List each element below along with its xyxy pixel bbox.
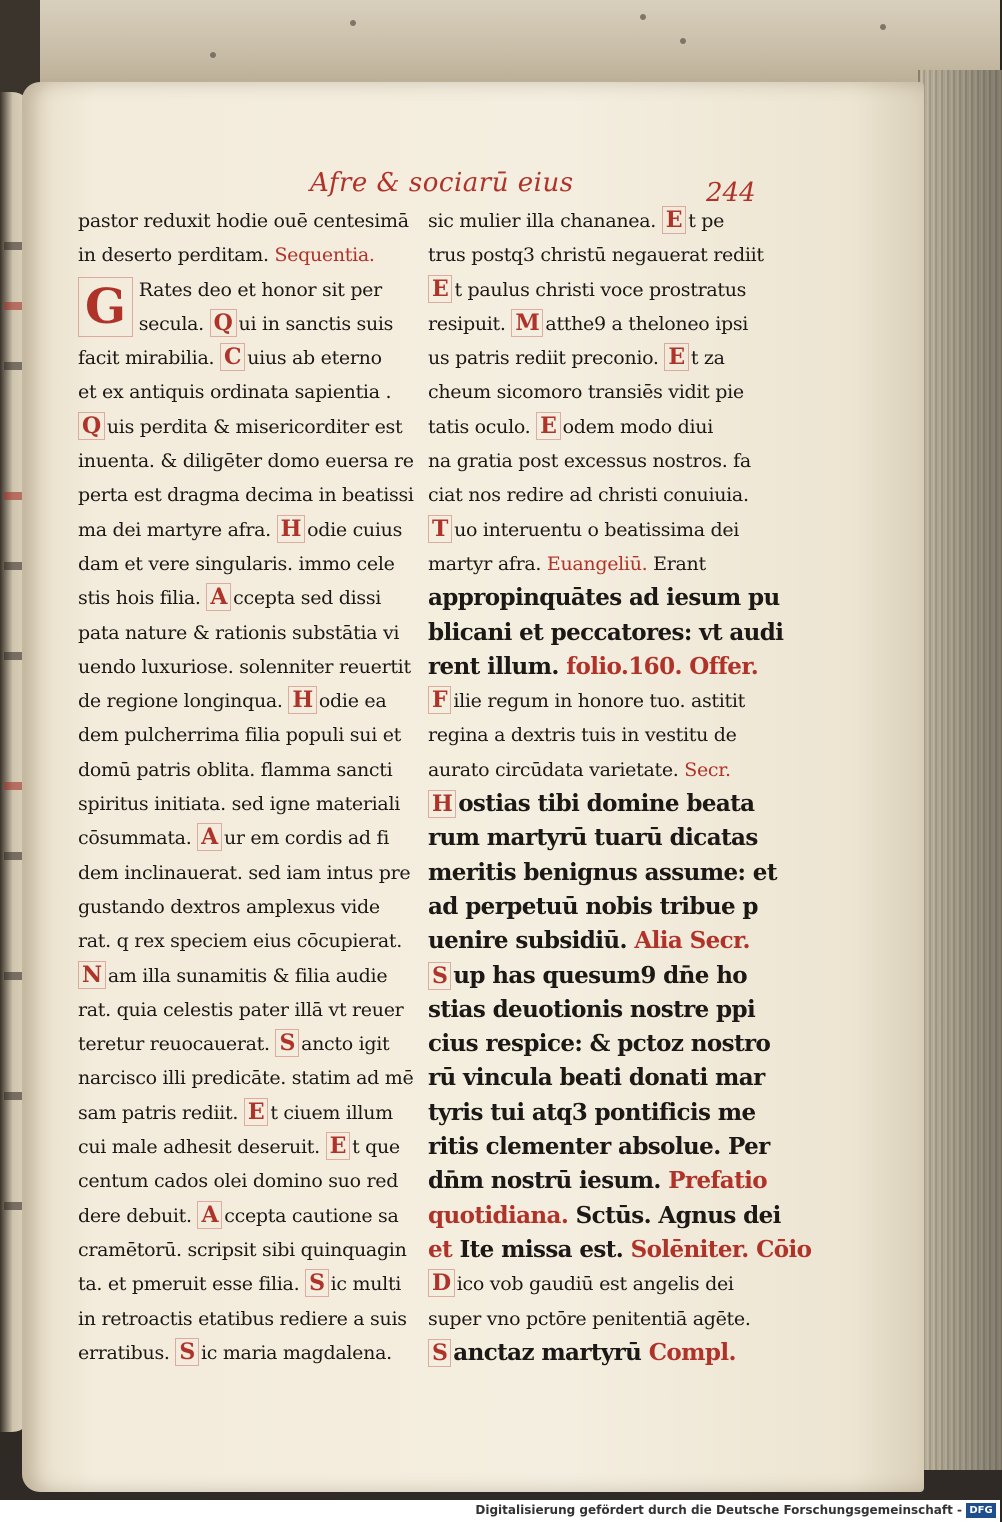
body-text: Rates deo et honor sit per [138,278,382,301]
text-line [78,478,418,512]
body-text: t que [352,1136,400,1159]
dfg-logo: DFG [966,1503,996,1518]
rubric-text: Alia Secr. [634,927,750,955]
text-line [428,307,768,341]
body-text: rent illum. [428,652,567,680]
text-line [78,856,418,890]
rubricated-initial: A [197,823,222,851]
text-line [428,581,780,615]
text-line [428,478,768,512]
body-text: rū vincula beati donati mar [428,1064,765,1092]
text-line [428,787,768,821]
text-line [428,444,768,478]
text-line [428,1302,768,1336]
body-text: Sctūs. Agnus dei [568,1201,781,1229]
body-text: perta est dragma decima in beatissi [78,484,414,507]
rubric-text: Solēniter. Cōio [630,1235,812,1263]
rubricated-initial: N [78,961,106,989]
text-line [78,204,418,238]
text-line [78,547,418,581]
rubric-text: et [428,1235,453,1263]
rubric-text: Euangeliū. [546,552,648,575]
text-line [428,1199,781,1233]
text-line [78,444,418,478]
body-text: martyr afra. [428,552,547,575]
text-line [428,718,768,752]
body-text: et ex antiquis ordinata sapientia . [78,381,392,404]
stain [680,38,686,44]
text-line [78,1096,418,1130]
body-text: am illa sunamitis & filia audie [107,964,388,987]
rubricated-initial: A [206,583,231,611]
body-text: cui male adhesit deseruit. [78,1136,326,1159]
text-line [78,513,418,547]
body-text: meritis benignus assume: et [428,858,777,886]
text-line [428,204,768,238]
text-line [428,1164,768,1198]
text-line [428,1027,771,1061]
body-text: uo interuentu o beatissima dei [454,518,740,541]
body-text: tyris tui atq3 pontificis me [428,1098,756,1126]
body-text: us patris rediit preconio. [428,347,665,370]
body-text: tatis oculo. [428,415,537,438]
text-line [428,1336,768,1370]
rubricated-initial: S [305,1269,329,1297]
text-line [428,513,768,547]
book-top-edge [40,0,1000,94]
stain [350,20,356,26]
body-text: odie cuius [307,518,403,541]
rubricated-initial: G [78,277,133,337]
body-text: secula. [138,312,210,335]
body-text: dere debuit. [78,1204,198,1227]
body-text: ccepta sed dissi [233,587,382,610]
text-line [78,959,418,993]
body-text: facit mirabilia. [78,347,220,370]
rubricated-initial: Q [78,412,105,440]
rubricated-initial: S [428,1339,451,1367]
rubricated-initial: H [428,790,456,818]
body-text: t pe [688,210,725,232]
stain [640,14,646,20]
body-text: sic mulier illa chananea. [428,210,662,232]
rubricated-initial: Q [210,309,237,337]
body-text: pata nature & rationis substātia vi [78,621,400,644]
rubricated-initial: A [197,1201,222,1229]
body-text: up has quesum9 dn̄e ho [453,961,748,989]
body-text: rat. quia celestis pater illā vt reuer [78,998,404,1021]
body-text: ico vob gaudiū est angelis dei [456,1273,734,1296]
body-text: uis perdita & misericorditer est [106,415,403,438]
body-text: ta. et pmeruit esse filia. [78,1273,306,1296]
body-text: t paulus christi voce prostratus [454,278,747,301]
body-text: na gratia post excessus nostros. fa [428,450,751,473]
body-text: odem modo diui [562,415,713,438]
text-line [78,1233,418,1267]
body-text: ur em cordis ad fi [223,827,390,850]
body-text: ilie regum in honore tuo. astitit [453,690,745,713]
text-line [428,547,768,581]
body-text: ma dei martyre afra. [78,518,277,541]
text-line [428,753,768,787]
text-line [78,1061,418,1095]
body-text: cius respice: & pctoz nostro [428,1030,771,1058]
text-line [78,650,418,684]
text-line [428,924,768,958]
text-line [78,1336,418,1370]
body-text: ccepta cautione sa [224,1204,399,1227]
rubricated-initial: E [326,1132,350,1160]
rubricated-initial: S [428,962,451,990]
body-text: ritis clementer absolue. Per [428,1133,770,1161]
body-text: in deserto perditam. [78,244,275,267]
body-text: ostias tibi domine beata [458,790,755,818]
body-text: uenire subsidiū. [428,927,635,955]
body-text: Erant [647,552,706,575]
text-line [78,238,418,272]
rubricated-initial: H [277,515,306,543]
rubric-text: Compl. [648,1338,736,1366]
text-line [428,959,768,993]
body-text: cōsummata. [78,827,198,850]
rubric-text: folio.160. Offer. [566,652,759,680]
rubric-text: Prefatio [668,1167,767,1195]
text-column-left [78,204,418,1370]
body-text: gustando dextros amplexus vide [78,895,380,918]
text-line [428,1096,768,1130]
body-text: ic maria magdalena. [200,1341,392,1364]
text-line [428,1233,812,1267]
text-line [78,1267,418,1301]
body-text: resipuit. [428,312,512,335]
rubricated-initial: E [664,343,688,371]
text-line [78,718,418,752]
rubricated-initial: F [428,686,451,714]
body-text: stis hois filia. [78,587,207,610]
text-line [428,890,768,924]
body-text: uendo luxuriose. solenniter reuertit [78,655,411,678]
body-text: t za [690,347,725,370]
body-text: domū patris oblita. flamma sancti [78,758,393,781]
footer-bar [0,1500,1000,1522]
funding-notice: Digitalisierung gefördert durch die Deutsche Forschungsgemeinschaft - [475,1503,962,1517]
body-text: pastor reduxit hodie ouē centesimā [78,210,409,232]
text-line [428,375,768,409]
text-line [78,753,418,787]
text-line [428,684,768,718]
body-text: stias deuotionis nostre ppi [428,995,756,1023]
text-line [428,1130,768,1164]
body-text: centum cados olei domino suo red [78,1170,399,1193]
rubric-text: quotidiana. [428,1201,569,1229]
body-text: t ciuem illum [270,1101,393,1124]
text-line [78,616,418,650]
rubricated-initial: H [288,686,317,714]
body-text: erratibus. [78,1341,176,1364]
text-line [78,1164,418,1198]
text-line [78,1130,418,1164]
body-text: regina a dextris tuis in vestitu de [428,724,737,747]
body-text: uius ab eterno [247,347,382,370]
text-line [78,993,418,1027]
body-text: blicani et peccatores: vt audi [428,618,784,646]
body-text: appropinquātes ad iesum pu [428,584,780,612]
body-text: anctaz martyrū [453,1338,649,1366]
text-line [78,890,418,924]
rubricated-initial: E [428,275,452,303]
text-line [78,821,418,855]
text-line [428,410,768,444]
text-line [428,650,768,684]
body-text: aurato circūdata varietate. [428,758,685,781]
text-line [428,856,777,890]
body-text: super vno pctōre penitentiā agēte. [428,1307,751,1330]
text-line [428,821,768,855]
body-text: ciat nos redire ad christi conuiuia. [428,484,749,507]
rubricated-initial: M [511,309,543,337]
text-column-right [428,204,812,1370]
rubricated-initial: E [536,412,560,440]
body-text: atthe9 a theloneo ipsi [545,312,749,335]
stain [880,24,886,30]
body-text: inuenta. & diligēter domo euersa re [78,450,414,473]
text-line [78,684,418,718]
body-text: rat. q rex speciem eius cōcupierat. [78,930,402,953]
text-line [78,410,418,444]
text-line [78,1027,418,1061]
body-text: odie ea [318,690,387,713]
rubric-text: Sequentia. [274,244,375,267]
body-text: cheum sicomoro transiēs vidit pie [428,381,744,404]
rubricated-initial: C [220,343,245,371]
body-text: in retroactis etatibus rediere a suis [78,1307,407,1330]
rubric-text: Secr. [684,758,731,781]
body-text: trus postq3 christū negauerat rediit [428,244,764,267]
body-text: rum martyrū tuarū dicatas [428,824,758,852]
text-line [78,1199,418,1233]
rubricated-initial: E [244,1098,268,1126]
text-line [428,993,768,1027]
text-line [78,924,418,958]
text-line [78,787,418,821]
rubricated-initial: D [428,1269,455,1297]
text-line [428,616,784,650]
body-text: ic multi [330,1273,402,1296]
body-text: dam et vere singularis. immo cele [78,552,395,575]
text-line [428,238,768,272]
text-line [78,581,418,615]
text-line [78,1302,418,1336]
body-text: spiritus initiata. sed igne materiali [78,793,401,816]
folio-number: 244 [706,178,756,208]
running-head: Afre & sociarū eius [310,168,574,198]
stain [210,52,216,58]
body-text: narcisco illi predicāte. statim ad mē [78,1067,414,1090]
rubricated-initial: T [428,515,452,543]
body-text: Ite missa est. [452,1235,631,1263]
rubricated-initial: E [662,206,686,234]
body-text: de regione longinqua. [78,690,289,713]
body-text: ad perpetuū nobis tribue p [428,892,758,920]
text-line [78,375,418,409]
rubricated-initial: S [175,1338,199,1366]
body-text: dn̄m nostrū iesum. [428,1167,669,1195]
body-text: ancto igit [301,1033,390,1056]
book-fore-edge [918,70,1002,1470]
body-text: cramētorū. scripsit sibi quinquagin [78,1238,407,1261]
body-text: dem inclinauerat. sed iam intus pre [78,861,411,884]
text-line [428,273,768,307]
text-line [78,341,418,375]
rubricated-initial: S [275,1029,299,1057]
text-line [428,1061,768,1095]
body-text: dem pulcherrima filia populi sui et [78,724,401,747]
text-line [428,341,768,375]
text-line [428,1267,768,1301]
body-text: sam patris rediit. [78,1101,244,1124]
body-text: teretur reuocauerat. [78,1033,276,1056]
body-text: ui in sanctis suis [238,312,394,335]
